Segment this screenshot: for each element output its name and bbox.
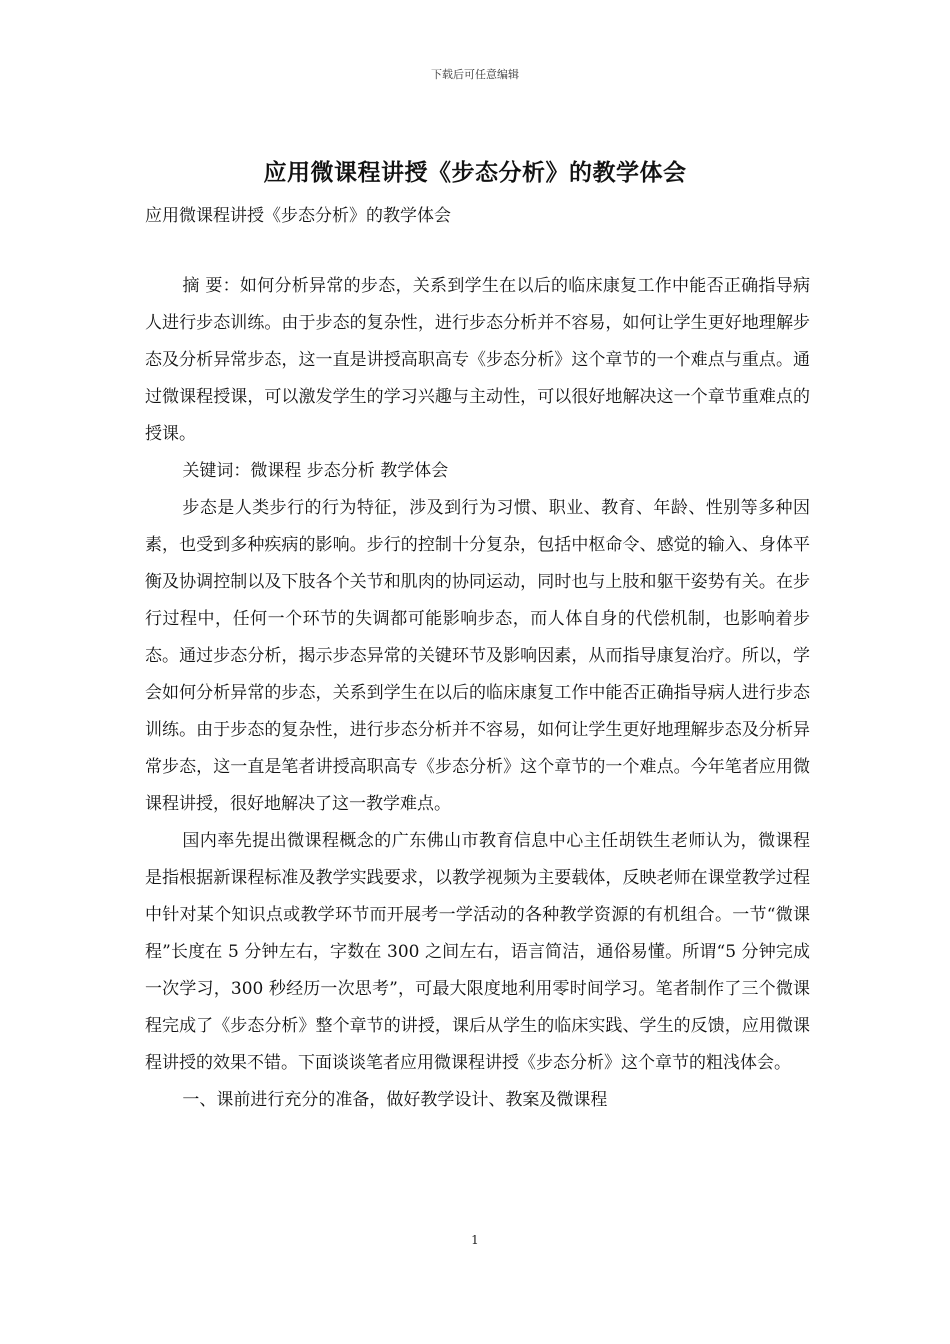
document-subtitle: 应用微课程讲授《步态分析》的教学体会 <box>145 206 451 226</box>
page-number: 1 <box>471 1233 479 1247</box>
keywords-paragraph: 关键词：微课程 步态分析 教学体会 <box>182 461 449 481</box>
header-note: 下载后可任意编辑 <box>431 68 519 81</box>
body-paragraph-gait: 步态是人类步行的行为特征，涉及到行为习惯、职业、教育、年龄、性别等多种因素，也受到多种疾病的影响。步行的控制十分复杂，包括中枢命令、感觉的输入、身体平衡及协调控制以及下肢各个关节和肌肉的协同运动，同时也与上肢和躯干姿势有关。在步行过程中，任何一个环节的失调都可能影响步态，而人体自身的代偿机制，也影响着步态。通过步态分析，揭示步态异常的关键环节及影响因素，从而指导康复治疗。所以，学会如何分析异常的步态，关系到学生在以后的临床康复工作中能否正确指导病人进行步态训练。由于步态的复杂性，进行步态分析并不容易，如何让学生更好地理解步态及分析异常步态，这一直是笔者讲授高职高专《步态分析》这个章节的一个难点。今年笔者应用微课程讲授，很好地解决了这一教学难点。 <box>145 498 810 814</box>
section-heading-1: 一、课前进行充分的准备，做好教学设计、教案及微课程 <box>182 1090 608 1110</box>
document-title: 应用微课程讲授《步态分析》的教学体会 <box>263 159 687 186</box>
abstract-paragraph: 摘 要：如何分析异常的步态，关系到学生在以后的临床康复工作中能否正确指导病人进行步态训练。由于步态的复杂性，进行步态分析并不容易，如何让学生更好地理解步态及分析异常步态，这一直是讲授高职高专《步态分析》这个章节的一个难点与重点。通过微课程授课，可以激发学生的学习兴趣与主动性，可以很好地解决这一个章节重难点的授课。 <box>145 276 810 444</box>
body-paragraph-microcourse: 国内率先提出微课程概念的广东佛山市教育信息中心主任胡铁生老师认为，微课程是指根据新课程标准及教学实践要求，以教学视频为主要载体，反映老师在课堂教学过程中针对某个知识点或教学环节而开展考一学活动的各种教学资源的有机组合。一节“微课程”长度在 5 分钟左右，字数在 300 之间左右，语言简洁，通俗易懂。所谓“5 分钟完成一次学习，300 秒经历一次思考”，可最大限度地利用零时间学习。笔者制作了三个微课程完成了《步态分析》整个章节的讲授，课后从学生的临床实践、学生的反馈，应用微课程讲授的效果不错。下面谈谈笔者应用微课程讲授《步态分析》这个章节的粗浅体会。 <box>145 831 810 1073</box>
document-body <box>145 268 810 1119</box>
